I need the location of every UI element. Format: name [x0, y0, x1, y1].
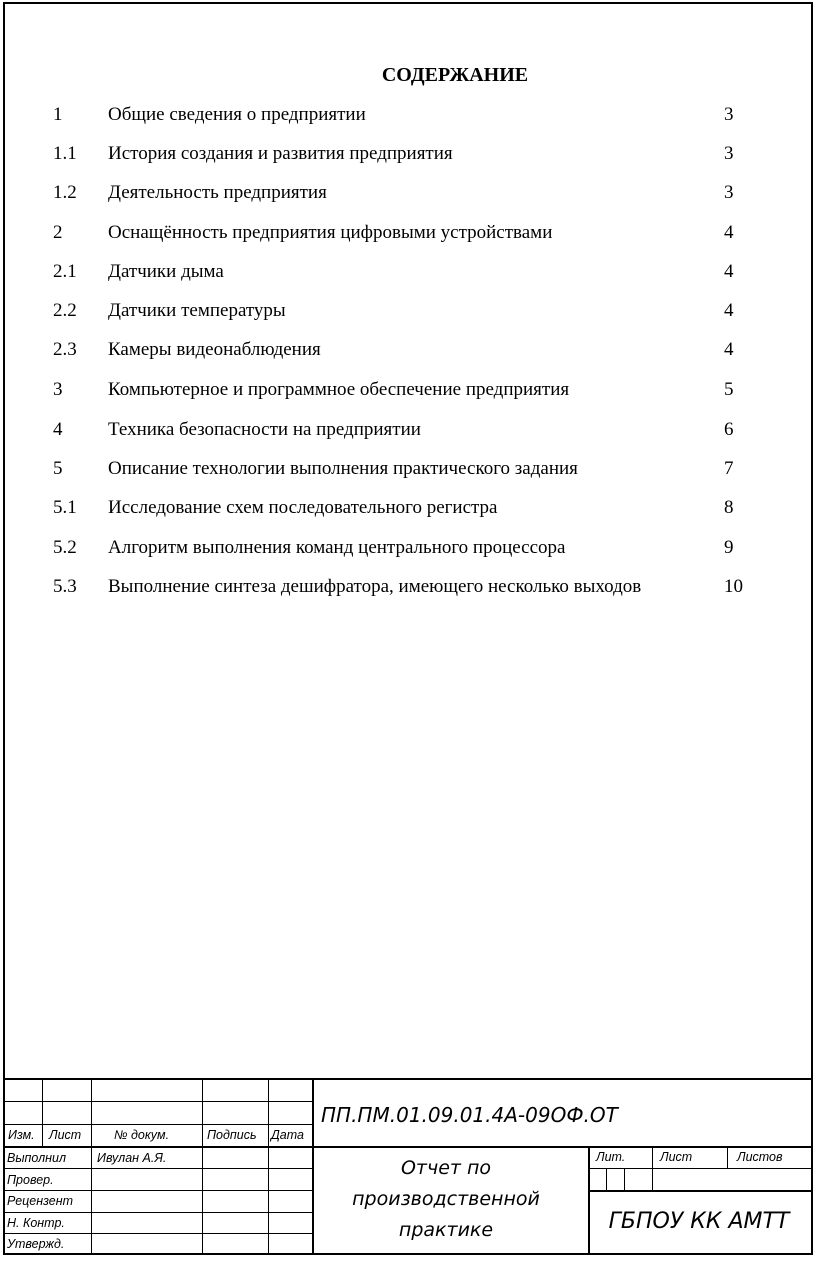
toc-row-page: 10 [724, 576, 743, 597]
stamp-label-sheet: Лист [660, 1150, 693, 1164]
toc-row-text: Описание технологии выполнения практического задания [108, 458, 578, 479]
toc-row-page: 4 [724, 339, 734, 360]
toc-row-text: Деятельность предприятия [108, 182, 327, 203]
stamp-label-izm: Изм. [8, 1128, 35, 1142]
stamp-divider [91, 1079, 92, 1254]
stamp-label-reviewer: Рецензент [7, 1194, 74, 1208]
stamp-divider [588, 1190, 813, 1192]
toc-row-number: 5.2 [53, 537, 77, 558]
stamp-top-border [3, 1078, 813, 1080]
stamp-label-checked: Провер. [7, 1173, 54, 1187]
toc-row-page: 3 [724, 143, 734, 164]
toc-row-text: Датчики температуры [108, 300, 286, 321]
stamp-performer-name: Ивулан А.Я. [97, 1151, 167, 1165]
stamp-divider [268, 1079, 269, 1254]
stamp-divider [624, 1168, 625, 1190]
toc-row-number: 2.3 [53, 339, 77, 360]
stamp-divider [5, 1233, 312, 1234]
toc-row-text: Общие сведения о предприятии [108, 104, 366, 125]
toc-row-number: 2 [53, 222, 63, 243]
stamp-label-performed: Выполнил [7, 1151, 67, 1165]
toc-row-number: 1 [53, 104, 63, 125]
stamp-divider [606, 1168, 607, 1190]
stamp-divider [588, 1168, 813, 1169]
toc-row-number: 5.1 [53, 497, 77, 518]
toc-row-page: 5 [724, 379, 734, 400]
stamp-divider [5, 1124, 312, 1125]
stamp-label-approved: Утвержд. [7, 1237, 65, 1251]
document-title-line: производственной [352, 1188, 540, 1210]
toc-row-text: Выполнение синтеза дешифратора, имеющего несколько выходов [108, 576, 642, 597]
toc-row-number: 2.1 [53, 261, 77, 282]
toc-row-page: 8 [724, 497, 734, 518]
toc-row-page: 4 [724, 300, 734, 321]
toc-row-page: 9 [724, 537, 734, 558]
stamp-divider [5, 1168, 312, 1169]
toc-row-text: Компьютерное и программное обеспечение предприятия [108, 379, 570, 400]
toc-row-page: 7 [724, 458, 734, 479]
toc-row-text: Алгоритм выполнения команд центрального процессора [108, 537, 566, 558]
stamp-label-norm-control: Н. Контр. [7, 1216, 65, 1230]
toc-row-page: 3 [724, 104, 734, 125]
toc-row-page: 4 [724, 261, 734, 282]
stamp-divider [5, 1190, 312, 1191]
toc-row-number: 2.2 [53, 300, 77, 321]
stamp-divider [727, 1146, 728, 1168]
toc-row-page: 6 [724, 419, 734, 440]
stamp-divider [42, 1079, 43, 1146]
stamp-divider [588, 1146, 590, 1254]
organization-name: ГБПОУ КК АМТТ [608, 1209, 790, 1234]
stamp-label-sheets: Листов [737, 1150, 783, 1164]
stamp-divider [5, 1146, 813, 1148]
document-title [316, 1153, 576, 1246]
stamp-label-doc-num: № докум. [114, 1128, 170, 1142]
toc-row-number: 1.2 [53, 182, 77, 203]
toc-row-text: Техника безопасности на предприятии [108, 419, 421, 440]
toc-row-text: История создания и развития предприятия [108, 143, 453, 164]
toc-row-page: 3 [724, 182, 734, 203]
stamp-divider [5, 1212, 312, 1213]
stamp-divider [312, 1079, 314, 1254]
toc-row-page: 4 [724, 222, 734, 243]
toc-row-number: 3 [53, 379, 63, 400]
toc-row-number: 4 [53, 419, 63, 440]
toc-row-text: Исследование схем последовательного регистра [108, 497, 498, 518]
toc-row-text: Датчики дыма [108, 261, 224, 282]
stamp-divider [202, 1079, 203, 1254]
stamp-label-lit: Лит. [596, 1150, 626, 1164]
toc-row-number: 5.3 [53, 576, 77, 597]
toc-row-text: Камеры видеонаблюдения [108, 339, 321, 360]
toc-row-number: 1.1 [53, 143, 77, 164]
document-code: ПП.ПМ.01.09.01.4А-09ОФ.ОТ [321, 1103, 618, 1127]
stamp-label-list: Лист [49, 1128, 82, 1142]
toc-row-text: Оснащённость предприятия цифровыми устройствами [108, 222, 553, 243]
stamp-divider [5, 1101, 312, 1102]
toc-title: СОДЕРЖАНИЕ [381, 64, 529, 86]
toc-row-number: 5 [53, 458, 63, 479]
stamp-label-signature: Подпись [207, 1128, 257, 1142]
stamp-label-date: Дата [271, 1128, 304, 1142]
document-title-line: практике [398, 1219, 494, 1241]
document-title-line: Отчет по [400, 1157, 492, 1179]
